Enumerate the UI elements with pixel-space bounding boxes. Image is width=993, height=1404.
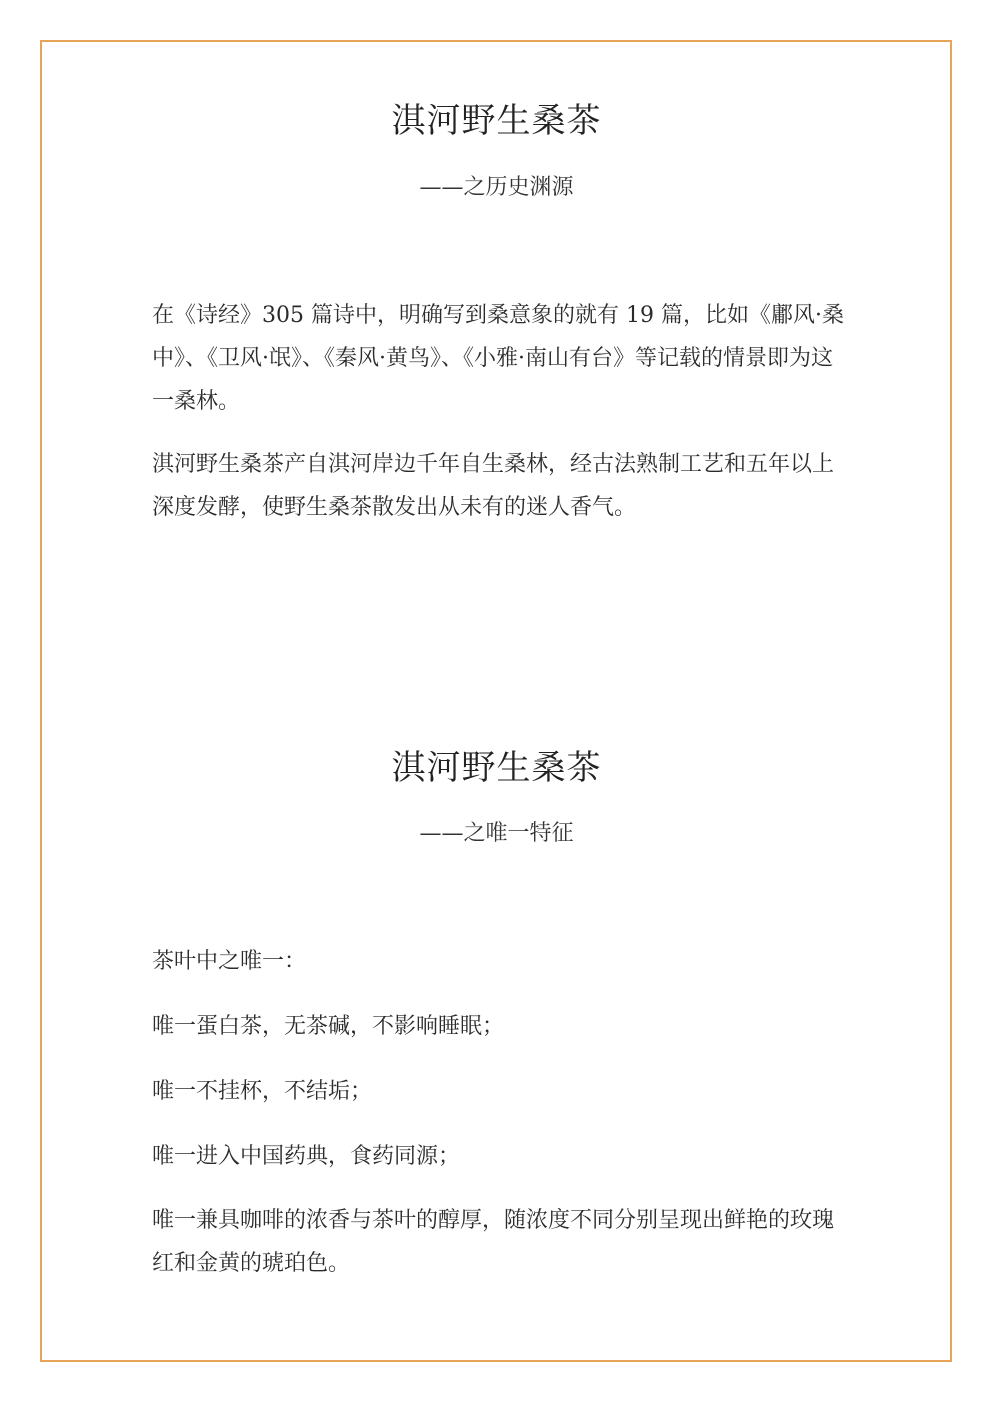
feature-item: 唯一不挂杯，不结垢； — [152, 1079, 373, 1104]
feature-item: 唯一蛋白茶，无茶碱，不影响睡眠； — [152, 1014, 505, 1039]
features-intro: 茶叶中之唯一： — [152, 949, 307, 974]
section-subtitle-history: ——之历史渊源 — [419, 175, 574, 200]
section-title-history: 淇河野生桑茶 — [391, 101, 602, 141]
history-paragraph-1: 在《诗经》305 篇诗中，明确写到桑意象的就有 19 篇，比如《鄘风·桑中》、《卫风·氓》、《秦风·黄鸟》、《小雅·南山有台》等记载的情景即为这一桑林。 — [152, 303, 844, 414]
feature-item: 唯一进入中国药典，食药同源； — [152, 1144, 461, 1169]
feature-item: 唯一兼具咖啡的浓香与茶叶的醇厚，随浓度不同分别呈现出鲜艳的玫瑰红和金黄的琥珀色。 — [152, 1208, 835, 1276]
section-title-features: 淇河野生桑茶 — [391, 748, 602, 788]
history-paragraph-2: 淇河野生桑茶产自淇河岸边千年自生桑林，经古法熟制工艺和五年以上深度发酵，使野生桑茶散发出从未有的迷人香气。 — [152, 452, 835, 520]
section-subtitle-features: ——之唯一特征 — [419, 821, 574, 846]
